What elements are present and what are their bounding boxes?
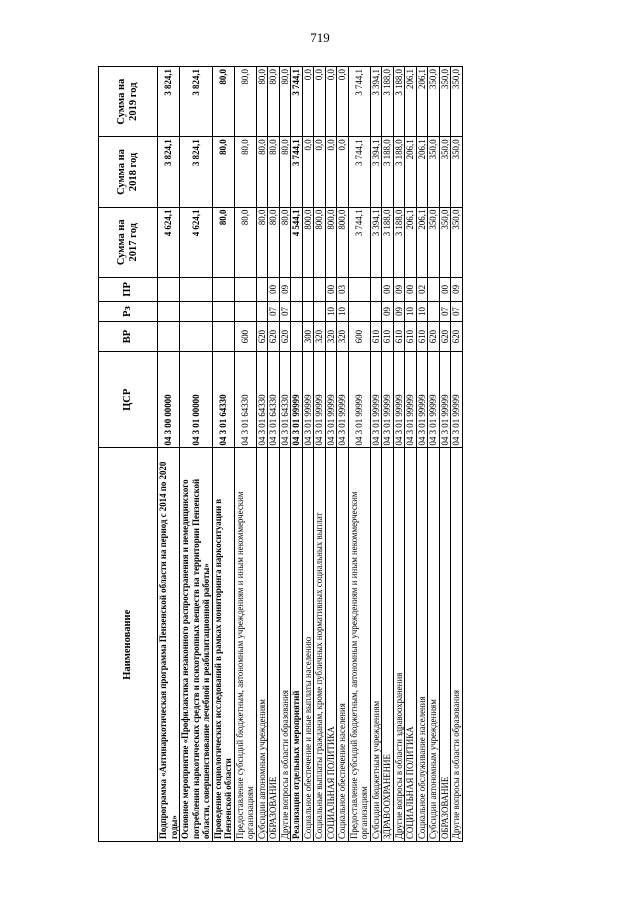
table-row <box>302 67 314 842</box>
table-row <box>405 67 417 842</box>
cell-name: Социальные выплаты гражданам, кроме публичных нормативных социальных выплат <box>314 448 326 842</box>
cell-sum-2019: 80,0 <box>279 67 291 137</box>
cell-csr: 04 3 01 99999 <box>291 352 303 448</box>
table-row <box>256 67 268 842</box>
cell-rz: 07 <box>451 301 463 321</box>
cell-vr: 320 <box>325 322 337 352</box>
table-row <box>268 67 280 842</box>
cell-sum-2018: 80,0 <box>212 137 234 207</box>
cell-pr: 09 <box>393 277 405 301</box>
cell-csr: 04 3 01 99999 <box>337 352 349 448</box>
cell-sum-2019: 350,0 <box>428 67 440 137</box>
cell-rz: 10 <box>405 301 417 321</box>
cell-name: Субсидии бюджетным учреждениям <box>370 448 382 842</box>
cell-sum-2019: 3 824,1 <box>158 67 180 137</box>
cell-csr: 04 3 01 99999 <box>405 352 417 448</box>
cell-pr <box>348 277 370 301</box>
cell-rz: 07 <box>279 301 291 321</box>
page-number: 719 <box>310 30 330 45</box>
cell-csr: 04 3 01 99999 <box>348 352 370 448</box>
cell-pr <box>370 277 382 301</box>
cell-sum-2018: 80,0 <box>268 137 280 207</box>
cell-rz: 09 <box>393 301 405 321</box>
cell-sum-2019: 80,0 <box>212 67 234 137</box>
table-row <box>428 67 440 842</box>
cell-sum-2019: 80,0 <box>234 67 256 137</box>
cell-sum-2017: 80,0 <box>212 207 234 277</box>
cell-rz <box>212 301 234 321</box>
cell-rz <box>302 301 314 321</box>
cell-pr: 02 <box>416 277 428 301</box>
cell-name: Субсидии автономным учреждениям <box>256 448 268 842</box>
cell-vr: 620 <box>268 322 280 352</box>
budget-table-container <box>98 66 580 842</box>
table-header-row <box>99 67 158 842</box>
cell-vr <box>291 322 303 352</box>
cell-sum-2017: 800,0 <box>302 207 314 277</box>
table-row <box>370 67 382 842</box>
cell-sum-2018: 80,0 <box>279 137 291 207</box>
cell-sum-2019: 206,1 <box>405 67 417 137</box>
cell-rz: 10 <box>325 301 337 321</box>
cell-rz <box>158 301 180 321</box>
cell-csr: 04 3 01 64330 <box>256 352 268 448</box>
cell-csr: 04 3 01 99999 <box>439 352 451 448</box>
cell-rz: 07 <box>439 301 451 321</box>
cell-rz <box>180 301 213 321</box>
cell-name: Другие вопросы в области образования <box>451 448 463 842</box>
cell-vr: 300 <box>302 322 314 352</box>
cell-name: ОБРАЗОВАНИЕ <box>268 448 280 842</box>
cell-csr: 04 3 01 99999 <box>451 352 463 448</box>
header-sum-2019: Сумма на 2019 год <box>99 67 158 137</box>
header-rz: Рз <box>99 301 158 321</box>
cell-sum-2019: 206,1 <box>416 67 428 137</box>
table-row <box>314 67 326 842</box>
cell-pr: 00 <box>439 277 451 301</box>
cell-sum-2019: 0,0 <box>302 67 314 137</box>
cell-sum-2017: 3 188,0 <box>393 207 405 277</box>
cell-sum-2018: 3 394,1 <box>370 137 382 207</box>
cell-sum-2018: 0,0 <box>314 137 326 207</box>
cell-sum-2018: 80,0 <box>256 137 268 207</box>
cell-sum-2017: 800,0 <box>325 207 337 277</box>
header-vr: ВР <box>99 322 158 352</box>
cell-name: Субсидии автономным учреждениям <box>428 448 440 842</box>
cell-vr <box>212 322 234 352</box>
cell-csr: 04 3 01 64330 <box>279 352 291 448</box>
cell-name: Другие вопросы в области образования <box>279 448 291 842</box>
cell-sum-2019: 80,0 <box>256 67 268 137</box>
cell-vr: 620 <box>451 322 463 352</box>
header-pr: ПР <box>99 277 158 301</box>
table-row <box>382 67 394 842</box>
cell-sum-2019: 80,0 <box>268 67 280 137</box>
cell-pr: 03 <box>337 277 349 301</box>
cell-sum-2018: 3 824,1 <box>158 137 180 207</box>
cell-sum-2019: 0,0 <box>325 67 337 137</box>
cell-rz: 09 <box>382 301 394 321</box>
cell-pr <box>212 277 234 301</box>
cell-pr: 00 <box>325 277 337 301</box>
cell-pr: 00 <box>268 277 280 301</box>
cell-sum-2019: 3 744,1 <box>348 67 370 137</box>
cell-vr <box>158 322 180 352</box>
header-sum-2018: Сумма на 2018 год <box>99 137 158 207</box>
table-row <box>348 67 370 842</box>
cell-vr: 610 <box>370 322 382 352</box>
table-row <box>451 67 463 842</box>
cell-name: Социальное обеспечение и иные выплаты населению <box>302 448 314 842</box>
cell-csr: 04 3 00 00000 <box>158 352 180 448</box>
cell-csr: 04 3 01 99999 <box>370 352 382 448</box>
cell-sum-2018: 3 188,0 <box>382 137 394 207</box>
cell-sum-2017: 80,0 <box>268 207 280 277</box>
cell-sum-2019: 3 824,1 <box>180 67 213 137</box>
cell-sum-2018: 350,0 <box>428 137 440 207</box>
cell-pr: 00 <box>382 277 394 301</box>
cell-sum-2019: 3 188,0 <box>393 67 405 137</box>
cell-sum-2018: 3 744,1 <box>291 137 303 207</box>
cell-rz <box>370 301 382 321</box>
cell-pr <box>158 277 180 301</box>
cell-rz <box>256 301 268 321</box>
cell-sum-2017: 800,0 <box>337 207 349 277</box>
cell-csr: 04 3 01 99999 <box>416 352 428 448</box>
cell-csr: 04 3 01 99999 <box>393 352 405 448</box>
cell-vr <box>180 322 213 352</box>
cell-vr: 610 <box>393 322 405 352</box>
cell-sum-2017: 80,0 <box>234 207 256 277</box>
cell-sum-2018: 206,1 <box>405 137 417 207</box>
cell-pr <box>291 277 303 301</box>
cell-name: Социальное обслуживание населения <box>416 448 428 842</box>
cell-vr: 320 <box>337 322 349 352</box>
cell-sum-2019: 3 394,1 <box>370 67 382 137</box>
table-row <box>291 67 303 842</box>
cell-vr: 600 <box>234 322 256 352</box>
cell-name: Предоставление субсидий бюджетным, автономным учреждениям и иным некоммерческим организациям <box>348 448 370 842</box>
cell-rz: 07 <box>268 301 280 321</box>
cell-sum-2017: 4 624,1 <box>158 207 180 277</box>
cell-name: Реализация отдельных мероприятий <box>291 448 303 842</box>
cell-sum-2019: 0,0 <box>337 67 349 137</box>
cell-sum-2019: 3 744,1 <box>291 67 303 137</box>
cell-sum-2018: 3 824,1 <box>180 137 213 207</box>
cell-csr: 04 3 01 64330 <box>268 352 280 448</box>
header-sum-2017: Сумма на 2017 год <box>99 207 158 277</box>
cell-sum-2017: 3 394,1 <box>370 207 382 277</box>
table-row <box>325 67 337 842</box>
cell-rz <box>234 301 256 321</box>
table-row <box>439 67 451 842</box>
cell-vr: 610 <box>382 322 394 352</box>
cell-sum-2018: 350,0 <box>451 137 463 207</box>
cell-sum-2018: 206,1 <box>416 137 428 207</box>
table-row <box>158 67 180 842</box>
cell-sum-2017: 350,0 <box>428 207 440 277</box>
cell-rz <box>428 301 440 321</box>
cell-csr: 04 3 01 99999 <box>314 352 326 448</box>
cell-sum-2018: 350,0 <box>439 137 451 207</box>
cell-vr: 620 <box>279 322 291 352</box>
table-row <box>212 67 234 842</box>
header-csr: ЦСР <box>99 352 158 448</box>
header-name: Наименование <box>99 448 158 842</box>
cell-vr: 320 <box>314 322 326 352</box>
cell-name: СОЦИАЛЬНАЯ ПОЛИТИКА <box>325 448 337 842</box>
cell-name: Предоставление субсидий бюджетным, автономным учреждениям и иным некоммерческим организациям <box>234 448 256 842</box>
cell-vr: 600 <box>348 322 370 352</box>
table-body <box>158 67 463 842</box>
cell-name: ЗДРАВООХРАНЕНИЕ <box>382 448 394 842</box>
cell-sum-2017: 3 188,0 <box>382 207 394 277</box>
cell-csr: 04 3 01 99999 <box>382 352 394 448</box>
cell-pr: 09 <box>279 277 291 301</box>
cell-sum-2017: 4 624,1 <box>180 207 213 277</box>
cell-name: Основное мероприятие «Профилактика незаконного распространения и немедицинского потребления наркотических средств и психотропных веществ на территории Пензенской области, совершенствование лечебной и реабилитационной работы» <box>180 448 213 842</box>
cell-sum-2017: 206,1 <box>416 207 428 277</box>
cell-pr <box>234 277 256 301</box>
cell-name: Проведение социологических исследований в рамках мониторинга наркоситуации в Пензенской области <box>212 448 234 842</box>
cell-sum-2019: 350,0 <box>439 67 451 137</box>
cell-pr <box>428 277 440 301</box>
cell-sum-2017: 350,0 <box>439 207 451 277</box>
cell-rz: 10 <box>337 301 349 321</box>
table-row <box>393 67 405 842</box>
cell-sum-2017: 3 744,1 <box>348 207 370 277</box>
cell-sum-2017: 350,0 <box>451 207 463 277</box>
cell-sum-2019: 3 188,0 <box>382 67 394 137</box>
cell-rz <box>291 301 303 321</box>
cell-name: Подпрограмма «Антинаркотическая программа Пензенской области на период с 2014 по 2020 годы» <box>158 448 180 842</box>
cell-csr: 04 3 01 64330 <box>234 352 256 448</box>
cell-sum-2017: 80,0 <box>256 207 268 277</box>
cell-pr <box>314 277 326 301</box>
cell-sum-2018: 0,0 <box>302 137 314 207</box>
table-row <box>234 67 256 842</box>
cell-sum-2018: 80,0 <box>234 137 256 207</box>
cell-csr: 04 3 01 99999 <box>428 352 440 448</box>
cell-sum-2017: 206,1 <box>405 207 417 277</box>
cell-rz: 10 <box>416 301 428 321</box>
table-row <box>180 67 213 842</box>
cell-rz <box>314 301 326 321</box>
table-row <box>416 67 428 842</box>
table-row <box>279 67 291 842</box>
cell-sum-2018: 0,0 <box>337 137 349 207</box>
cell-name: Другие вопросы в области здравоохранения <box>393 448 405 842</box>
cell-rz <box>348 301 370 321</box>
cell-pr <box>256 277 268 301</box>
cell-vr: 610 <box>405 322 417 352</box>
cell-sum-2019: 0,0 <box>314 67 326 137</box>
cell-pr <box>302 277 314 301</box>
cell-sum-2018: 0,0 <box>325 137 337 207</box>
cell-sum-2018: 3 744,1 <box>348 137 370 207</box>
cell-csr: 04 3 01 99999 <box>302 352 314 448</box>
cell-name: ОБРАЗОВАНИЕ <box>439 448 451 842</box>
table-row <box>337 67 349 842</box>
cell-pr: 00 <box>405 277 417 301</box>
budget-table <box>98 66 463 842</box>
cell-pr: 09 <box>451 277 463 301</box>
cell-sum-2018: 3 188,0 <box>393 137 405 207</box>
cell-sum-2017: 4 544,1 <box>291 207 303 277</box>
cell-csr: 04 3 01 99999 <box>325 352 337 448</box>
cell-csr: 04 3 01 64330 <box>212 352 234 448</box>
cell-sum-2019: 350,0 <box>451 67 463 137</box>
cell-vr: 620 <box>428 322 440 352</box>
cell-vr: 610 <box>416 322 428 352</box>
cell-name: Социальное обеспечение населения <box>337 448 349 842</box>
cell-sum-2017: 80,0 <box>279 207 291 277</box>
cell-vr: 620 <box>256 322 268 352</box>
cell-sum-2017: 800,0 <box>314 207 326 277</box>
cell-pr <box>180 277 213 301</box>
cell-vr: 620 <box>439 322 451 352</box>
cell-name: СОЦИАЛЬНАЯ ПОЛИТИКА <box>405 448 417 842</box>
cell-csr: 04 3 01 00000 <box>180 352 213 448</box>
